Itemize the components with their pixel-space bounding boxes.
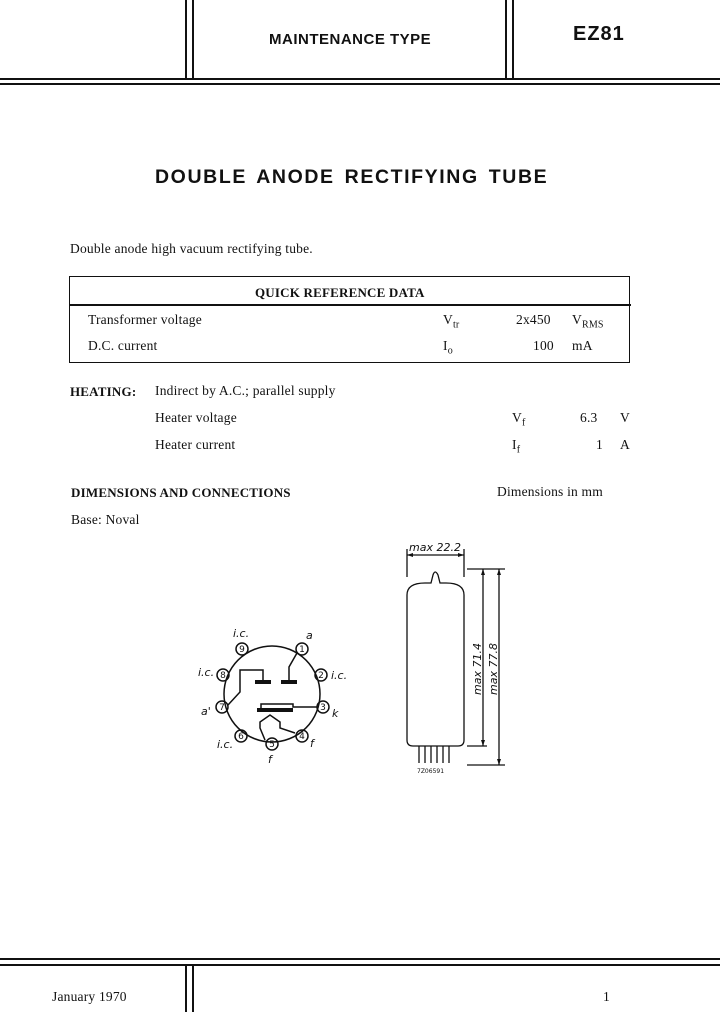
doc-type-label: MAINTENANCE TYPE — [269, 31, 432, 48]
quick-reference-separator — [69, 304, 631, 306]
quick-reference-heading: QUICK REFERENCE DATA — [255, 285, 425, 300]
pin-3-label: k — [332, 707, 339, 720]
pin-8-label: i.c. — [198, 666, 215, 679]
heater-current-value: 1 — [596, 437, 603, 452]
base-label: Base: Noval — [71, 512, 140, 527]
pin-4-label: f — [310, 737, 314, 750]
tube-envelope — [407, 572, 464, 746]
drawing-code: 7Z06591 — [417, 768, 445, 775]
header-rule-mid-left — [192, 0, 194, 78]
height-label-1: max 71.4 — [471, 643, 484, 695]
header-rule-right — [512, 0, 514, 78]
footer-top-rule — [0, 958, 720, 960]
footer-top-rule-2 — [0, 964, 720, 966]
qr-row-0-label: Transformer voltage — [88, 312, 202, 327]
anode-2-plate — [255, 680, 271, 684]
qr-row-0-symbol: $V_{tr}$ — [443, 312, 460, 331]
header-rule-left — [185, 0, 187, 78]
anode-1-plate — [281, 680, 297, 684]
pin-2-label: i.c. — [331, 669, 348, 682]
header-bottom-rule-2 — [0, 83, 720, 85]
qr-row-0-value: 2x450 — [516, 312, 551, 327]
pin-number-8: 8 — [220, 671, 226, 681]
qr-row-1-unit: mA — [572, 338, 593, 353]
footer-page-number: 1 — [603, 989, 610, 1004]
heater-lead-left — [260, 715, 295, 740]
heating-label: HEATING: — [70, 384, 137, 399]
tube-type-label: EZ81 — [573, 23, 625, 45]
pin-number-2: 2 — [318, 671, 324, 681]
qr-row-1-symbol: $I_o$ — [443, 338, 453, 357]
qr-row-1-value: 100 — [533, 338, 554, 353]
dimensions-units-note: Dimensions in mm — [497, 484, 603, 499]
pin-number-9: 9 — [239, 645, 245, 655]
footer-date: January 1970 — [52, 989, 127, 1004]
header-rule-mid-right — [505, 0, 507, 78]
tube-outline-drawing — [395, 535, 525, 775]
anode-2-lead — [228, 670, 263, 705]
pin-number-6: 6 — [238, 732, 244, 742]
pin-5-label: f — [268, 753, 272, 766]
width-label: max 22.2 — [409, 541, 461, 554]
heater-current-symbol: $I_f$ — [512, 437, 521, 456]
pin-connection-diagram — [195, 622, 355, 772]
footer-rule-right — [192, 964, 194, 1012]
heater-voltage-value: 6.3 — [580, 410, 598, 425]
page-title: DOUBLE ANODE RECTIFYING TUBE — [155, 166, 549, 188]
pin-number-4: 4 — [299, 732, 305, 742]
pin-number-1: 1 — [299, 645, 305, 655]
qr-row-0-unit: $V_{RMS}$ — [572, 312, 604, 331]
heater-voltage-symbol: $V_f$ — [512, 410, 526, 429]
pin-1-label: a — [306, 629, 313, 642]
pin-number-7: 7 — [219, 703, 225, 713]
heater-voltage-unit: V — [620, 410, 630, 425]
pin-number-3: 3 — [320, 703, 326, 713]
header-bottom-rule — [0, 78, 720, 80]
anode-1-lead — [289, 653, 297, 680]
height-label-2: max 77.8 — [487, 643, 500, 695]
intro-text: Double anode high vacuum rectifying tube. — [70, 241, 313, 256]
footer-rule-left — [185, 964, 187, 1012]
qr-row-1-label: D.C. current — [88, 338, 158, 353]
heater-voltage-label: Heater voltage — [155, 410, 237, 425]
pin-6-label: i.c. — [217, 738, 234, 751]
cathode-plate — [257, 708, 293, 712]
pin-7-label: a' — [201, 705, 211, 718]
heater-current-unit: A — [620, 437, 630, 452]
pin-9-label: i.c. — [233, 627, 250, 640]
heater-current-label: Heater current — [155, 437, 236, 452]
pin-number-5: 5 — [269, 740, 275, 750]
dimensions-heading: DIMENSIONS AND CONNECTIONS — [71, 485, 291, 500]
heating-description: Indirect by A.C.; parallel supply — [155, 383, 336, 398]
